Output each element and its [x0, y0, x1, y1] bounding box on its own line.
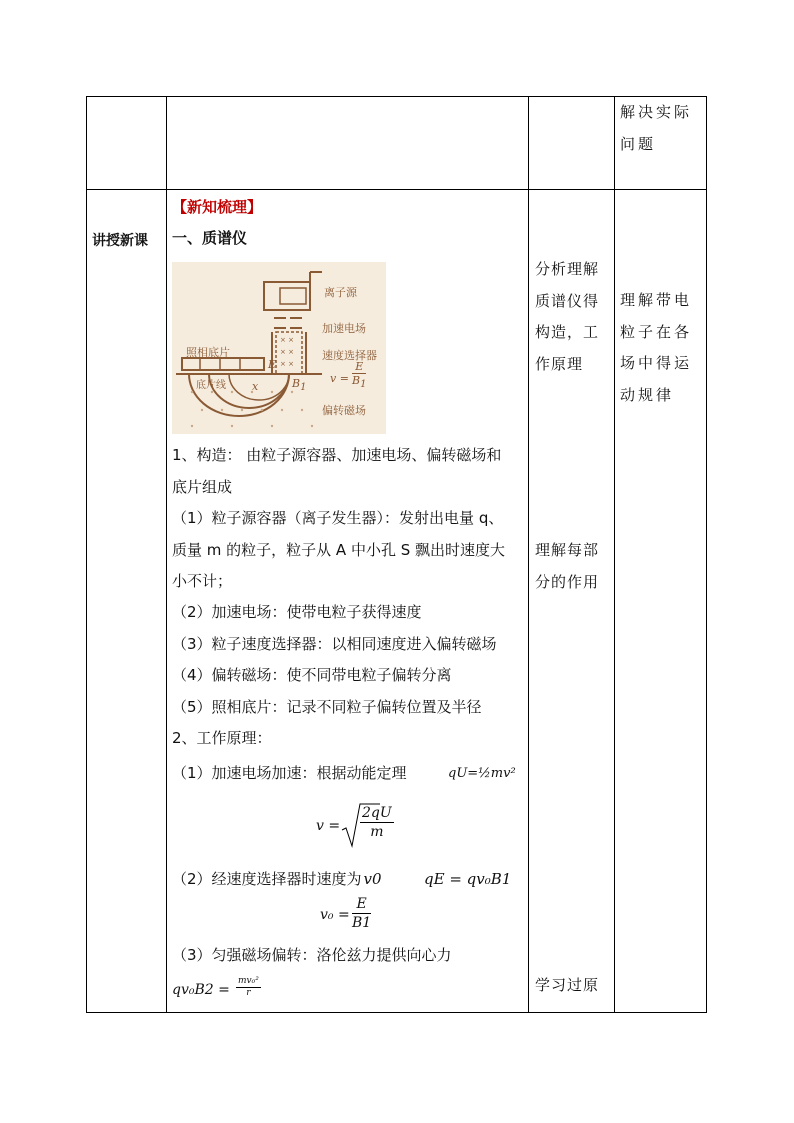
line-1: 1、构造： 由粒子源容器、加速电场、偏转磁场和 — [172, 446, 502, 464]
label-velocity-selector: 速度选择器 — [322, 349, 377, 362]
section-tag: 【新知梳理】 — [172, 198, 263, 216]
label-accel-field: 加速电场 — [322, 322, 366, 335]
col-border-2 — [528, 96, 529, 1013]
label-e: E — [268, 358, 277, 371]
svg-text:× ×: × × — [280, 336, 294, 344]
label-b1: $B_1$ — [292, 377, 307, 394]
activity-block-3: 学习过原 — [535, 976, 600, 994]
line-2: 底片组成 — [172, 478, 233, 496]
equation-velocity-selector: qE = qv₀B1 — [424, 870, 512, 888]
mass-spectrometer-diagram — [172, 262, 386, 434]
label-x: x — [252, 380, 259, 393]
activity-block-1: 分析理解质谱仪得构造，工作原理 — [535, 260, 600, 373]
line-3: （1）粒子源容器（离子发生器）：发射出电量 q、 — [172, 509, 504, 527]
line-8: （4）偏转磁场：使不同带电粒子偏转分离 — [172, 666, 452, 684]
line-10: 2、工作原理： — [172, 729, 272, 747]
line-9: （5）照相底片：记录不同粒子偏转位置及半径 — [172, 698, 482, 716]
line-6: （2）加速电场：使带电粒子获得速度 — [172, 603, 422, 621]
svg-text:× ×: × × — [280, 348, 294, 356]
col-border-0 — [86, 96, 87, 1013]
line-5: 小不计； — [172, 572, 233, 590]
col-border-1 — [166, 96, 167, 1013]
label-photo-plate: 照相底片 — [186, 346, 230, 359]
line-13: （2）经速度选择器时速度为 v0 — [172, 870, 382, 888]
line-11: （1）加速电场加速：根据动能定理 — [172, 764, 407, 782]
col-border-3 — [614, 96, 615, 1013]
line-7: （3）粒子速度选择器：以相同速度进入偏转磁场 — [172, 635, 497, 653]
line-15: （3）匀强磁场偏转：洛伦兹力提供向心力 — [172, 946, 452, 964]
equation-kinetic-energy: qU=½mv² — [448, 766, 516, 781]
section-label: 讲授新课 — [92, 233, 148, 249]
activity-block-2: 理解每部分的作用 — [535, 541, 600, 591]
label-deflect-field: 偏转磁场 — [322, 404, 366, 417]
goal-block: 理解带电粒子在各场中得运动规律 — [620, 291, 693, 404]
svg-text:× ×: × × — [280, 360, 294, 368]
section-heading: 一、质谱仪 — [172, 229, 248, 247]
figure-formula-frac: E $B_1$ — [352, 360, 367, 391]
line-4: 质量 m 的粒子，粒子从 A 中小孔 S 飘出时速度大 — [172, 541, 506, 559]
col-border-4 — [706, 96, 707, 1013]
document-page: 解决实际问题 讲授新课 【新知梳理】 一、质谱仪 × × × × × × 离子源 加速电场 速度选择器 照相底片 底片线 x E $B_1$ v = E $B_1$ 偏转磁场 1、构造： 由粒子源容器、加速电场、偏转磁场和 底片组成 （1）粒子源容器（离子发生器）：发射出电量 q、 质量 m 的粒子，粒子从 A 中小孔 S 飘出时速度大 小不计； （2）加速电场：使带电粒子获得速度 （3）粒子速度选择器：以相同速度进入偏转磁场 （4）偏转磁场：使不同带电粒子偏转分离 （5）照相底片：记录不同粒子偏转位置及半径 2、工作原理： （1）加速电场加速：根据动能定理 qU=½mv² v = $\frac{2qU}{m}$ （2）经速度选择器时速度为 v0 qE = qv₀B1 v₀ = $\frac{E}{B1}$ （3）匀强磁场偏转：洛伦兹力提供向心力 qv₀B2 = mv₀² r 分析理解质谱仪得构造，工作原理 理解每部分的作用 学习过原 理解带电粒子在各场中得运动规律 — [0, 0, 794, 1123]
label-plate-line: 底片线 — [196, 380, 226, 391]
header-goal-text: 解决实际问题 — [620, 103, 693, 153]
figure-formula-lhs: v = — [330, 372, 349, 385]
label-ion-source: 离子源 — [324, 286, 357, 299]
